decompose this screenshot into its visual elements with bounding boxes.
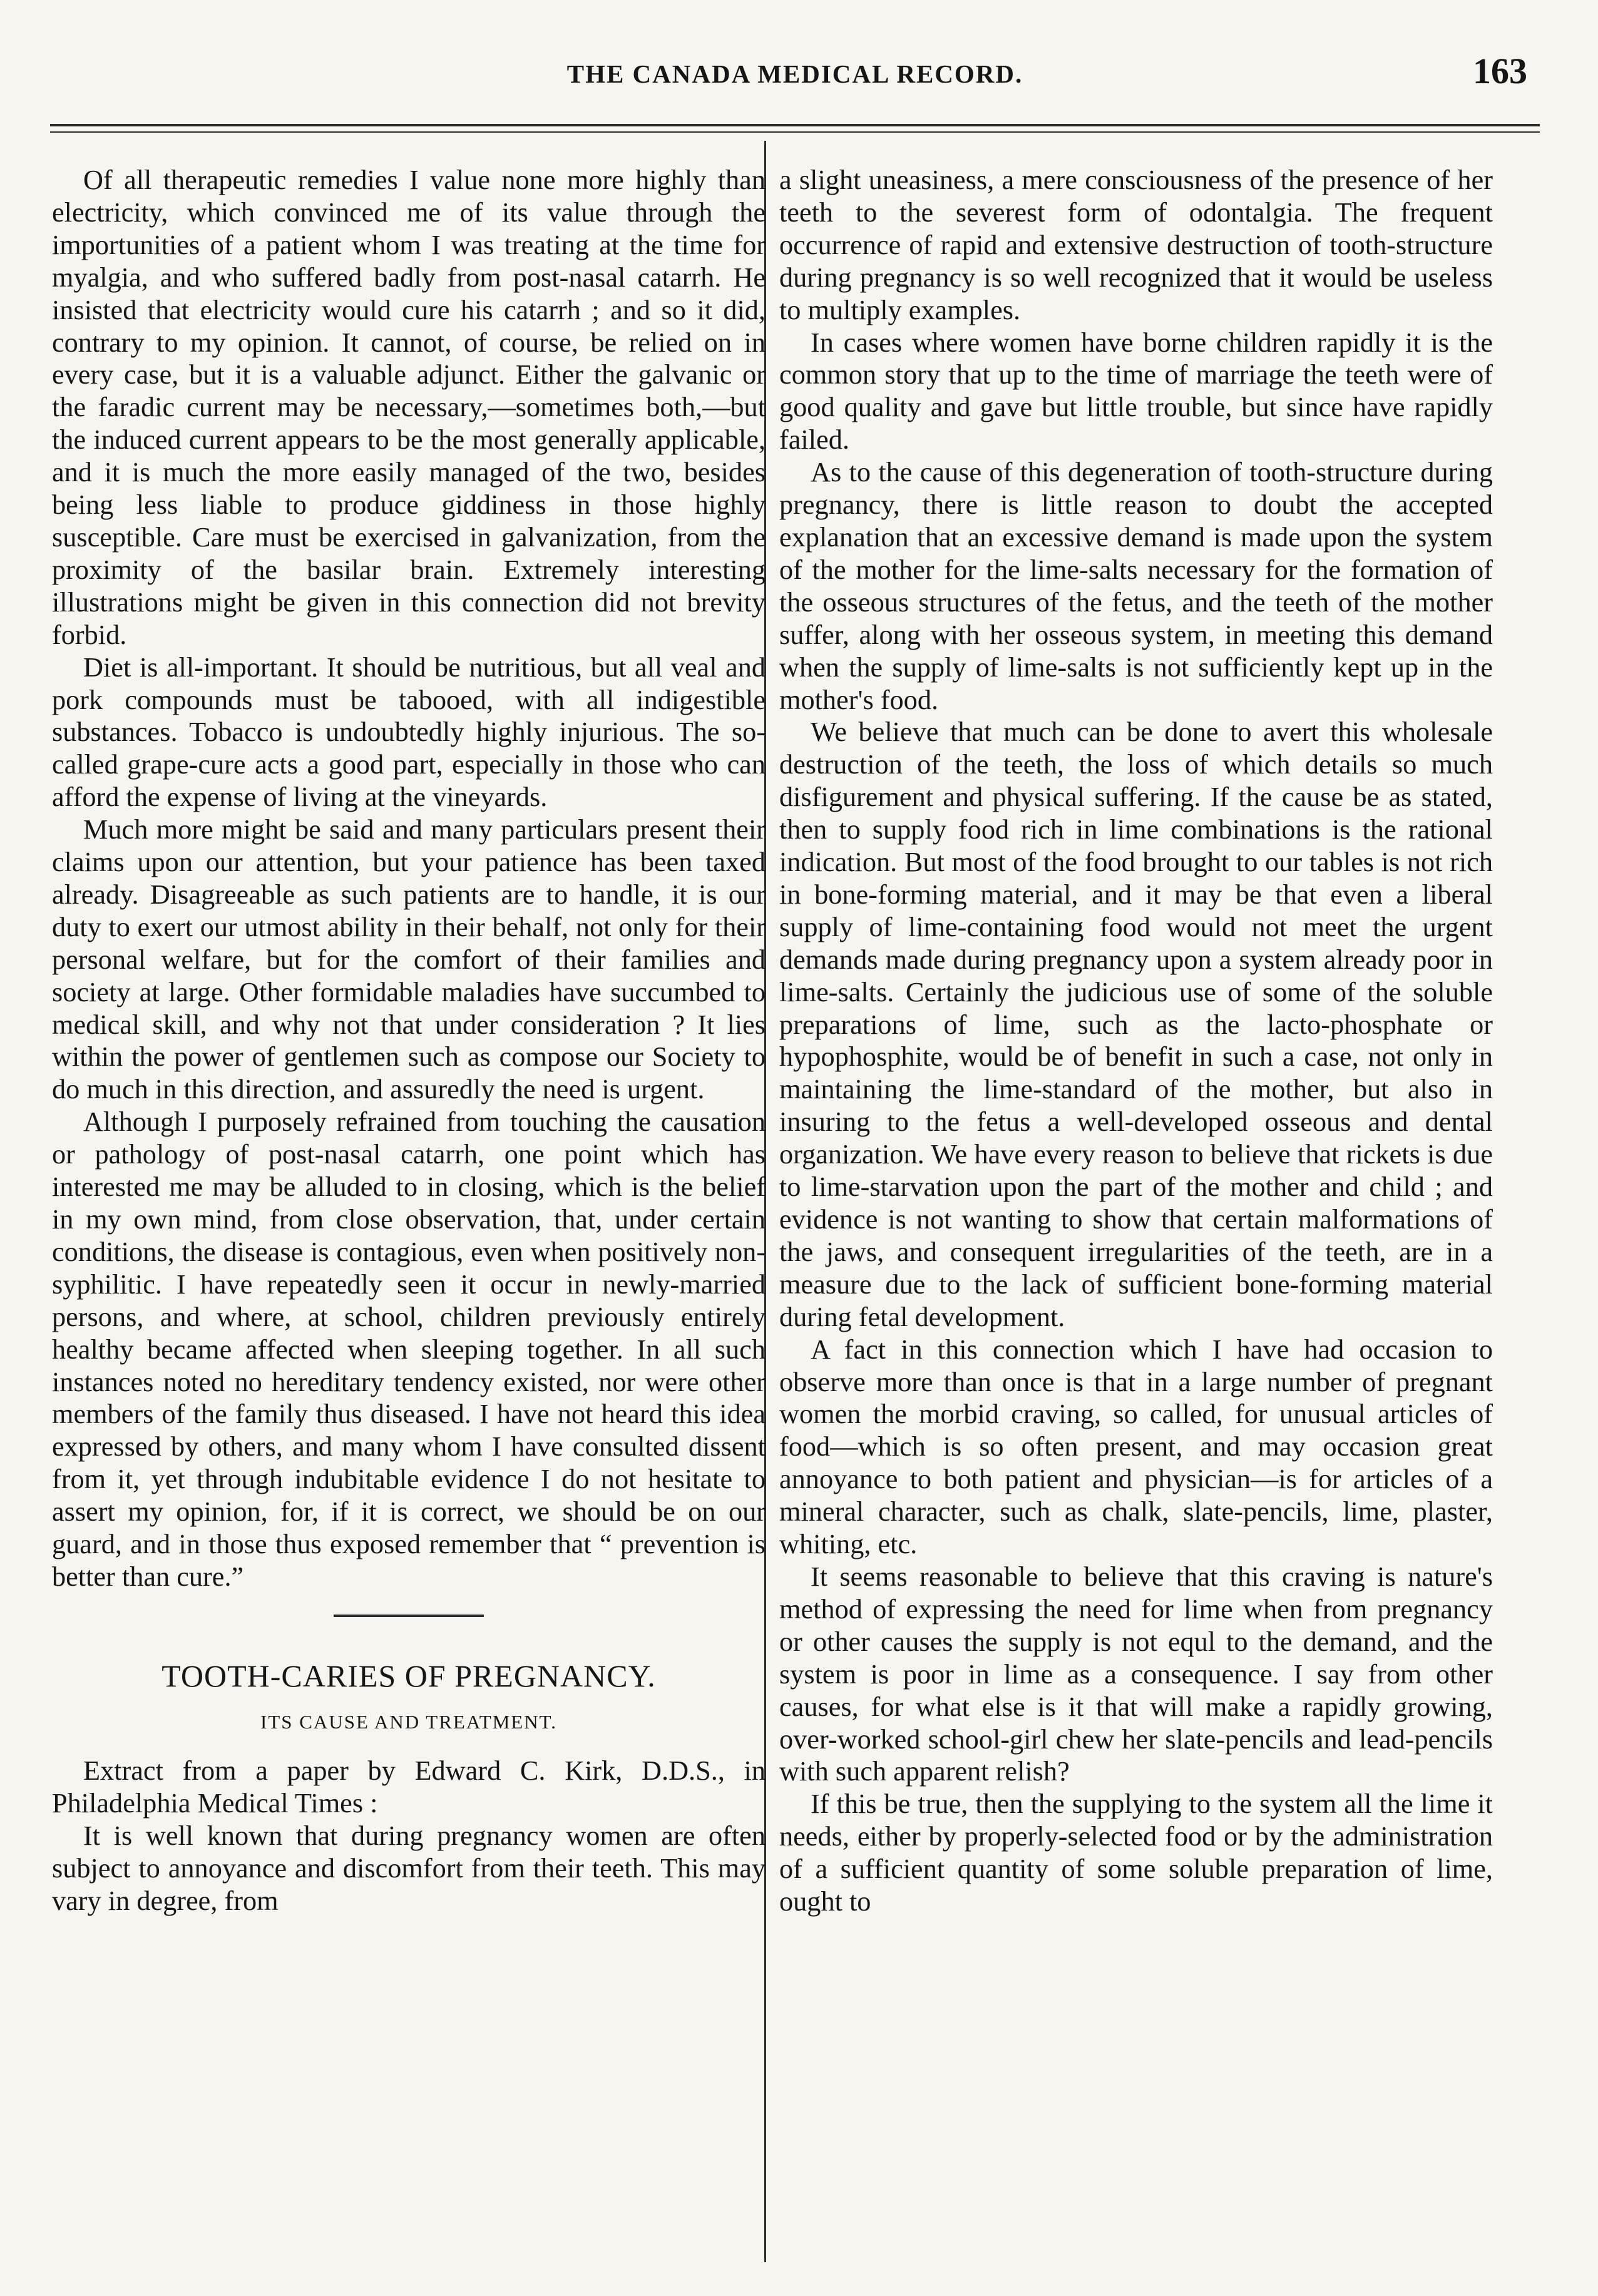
page-header — [50, 50, 1540, 106]
page-number: 163 — [1473, 51, 1527, 91]
article-title: TOOTH-CARIES OF PREGNANCY. — [161, 1658, 656, 1693]
paragraph: Although I purposely refrained from touching the causation or pathology of post-nasal catarrh, one point which has interested me may be alluded to in closing, which is the belief in my own mind, from close observation, that, under certain conditions, the disease is contagious, even when positively non-syphilitic. I have repeatedly seen it occur in newly-married persons, and where, at school, children previously entirely healthy became affected when sleeping together. In all such instances noted no hereditary tendency existed, nor were other members of the family thus diseased. I have not heard this idea expressed by others, and many whom I have consulted dissent from it, yet through indubitable evidence I do not hesitate to assert my opinion, for, if it is correct, we should be on our guard, and in those thus exposed remember that “ prevention is better than cure.” — [52, 1106, 766, 1592]
paragraph: A fact in this connection which I have had occasion to observe more than once is that in a large number of pregnant women the morbid craving, so called, for unusual articles of food—which is so often present, and may occasion great annoyance to both patient and physician—is for articles of a mineral character, such as chalk, slate-pencils, lime, plaster, whiting, etc. — [779, 1334, 1493, 1560]
paragraph: We believe that much can be done to avert this wholesale destruction of the teeth, the loss of which details so much disfigurement and physical suffering. If the cause be as stated, then to supply food rich in lime combinations is the rational indication. But most of the food brought to our tables is not rich in bone-forming material, and it may be that even a liberal supply of lime-containing food would not meet the urgent demands made during pregnancy upon a system already poor in lime-salts. Certainly the judicious use of some of the soluble preparations of lime, such as the lacto-phosphate or hypophosphite, would be of benefit in such a case, not only in maintaining the lime-standard of the mother, but also in insuring to the fetus a well-developed osseous and dental organization. We have every reason to believe that rickets is due to lime-starvation upon the part of the mother and child ; and evidence is not wanting to show that certain malformations of the jaws, and consequent irregularities of the teeth, are in a measure due to the lack of sufficient bone-forming material during fetal development. — [779, 717, 1493, 1332]
section-separator — [334, 1615, 484, 1617]
paragraph: It is well known that during pregnancy women are often subject to annoyance and discomfort from their teeth. This may vary in degree, from — [52, 1820, 766, 1916]
right-column — [779, 164, 1493, 1918]
header-rule-thick — [50, 124, 1540, 126]
article-subtitle: ITS CAUSE AND TREATMENT. — [260, 1710, 557, 1733]
paragraph: Much more might be said and many particulars present their claims upon our attention, but your patience has been taxed already. Disagreeable as such patients are to handle, it is our duty to exert our utmost ability in their behalf, not only for their personal welfare, but for the comfort of their families and society at large. Other formidable maladies have succumbed to medical skill, and why not that under consideration ? It lies within the power of gentlemen such as compose our Society to do much in this direction, and assuredly the need is urgent. — [52, 814, 766, 1105]
header-rule-thin — [50, 131, 1540, 133]
paragraph: Diet is all-important. It should be nutritious, but all veal and pork compounds must be tabooed, with all indigestible substances. Tobacco is undoubtedly highly injurious. The so-called grape-cure acts a good part, especially in those who can afford the expense of living at the vineyards. — [52, 651, 766, 813]
paragraph: a slight uneasiness, a mere consciousness of the presence of her teeth to the severest form of odontalgia. The frequent occurrence of rapid and extensive destruction of tooth-structure during pregnancy is so well recognized that it would be useless to multiply examples. — [779, 165, 1493, 325]
running-title: THE CANADA MEDICAL RECORD. — [566, 59, 1023, 88]
paragraph: It seems reasonable to believe that this craving is nature's method of expressing the need for lime when from pregnancy or other causes the supply is not equl to the demand, and the system is poor in lime as a consequence. I say from other causes, for what else is it that will make a rapidly growing, over-worked school-girl chew her slate-pencils and lead-pencils with such apparent relish? — [779, 1561, 1493, 1787]
article-source-note: Extract from a paper by Edward C. Kirk, D.D.S., in Philadelphia Medical Times : — [52, 1755, 766, 1819]
paragraph: Of all therapeutic remedies I value none more highly than electricity, which convinced me of its value through the importunities of a patient whom I was treating at the time for myalgia, and who suffered badly from post-nasal catarrh. He insisted that electricity would cure his catarrh ; and so it did, contrary to my opinion. It cannot, of course, be relied on in every case, but it is a valuable adjunct. Either the galvanic or the faradic current may be necessary,—sometimes both,—but the induced current appears to be the most generally applicable, and it is much the more easily managed of the two, besides being less liable to produce giddiness in those highly susceptible. Care must be exercised in galvanization, from the proximity of the basilar brain. Extremely interesting illustrations might be given in this connection did not brevity forbid. — [52, 165, 766, 650]
left-column — [52, 164, 766, 1917]
paragraph: If this be true, then the supplying to the system all the lime it needs, either by properly-selected food or by the administration of a sufficient quantity of some soluble preparation of lime, ought to — [779, 1788, 1493, 1917]
paragraph: As to the cause of this degeneration of tooth-structure during pregnancy, there is little reason to doubt the accepted explanation that an excessive demand is made upon the system of the mother for the lime-salts necessary for the formation of the osseous structures of the fetus, and the teeth of the mother suffer, along with her osseous system, in meeting this demand when the supply of lime-salts is not sufficiently kept up in the mother's food. — [779, 457, 1493, 715]
paragraph: In cases where women have borne children rapidly it is the common story that up to the time of marriage the teeth were of good quality and gave but little trouble, but since have rapidly failed. — [779, 327, 1493, 456]
